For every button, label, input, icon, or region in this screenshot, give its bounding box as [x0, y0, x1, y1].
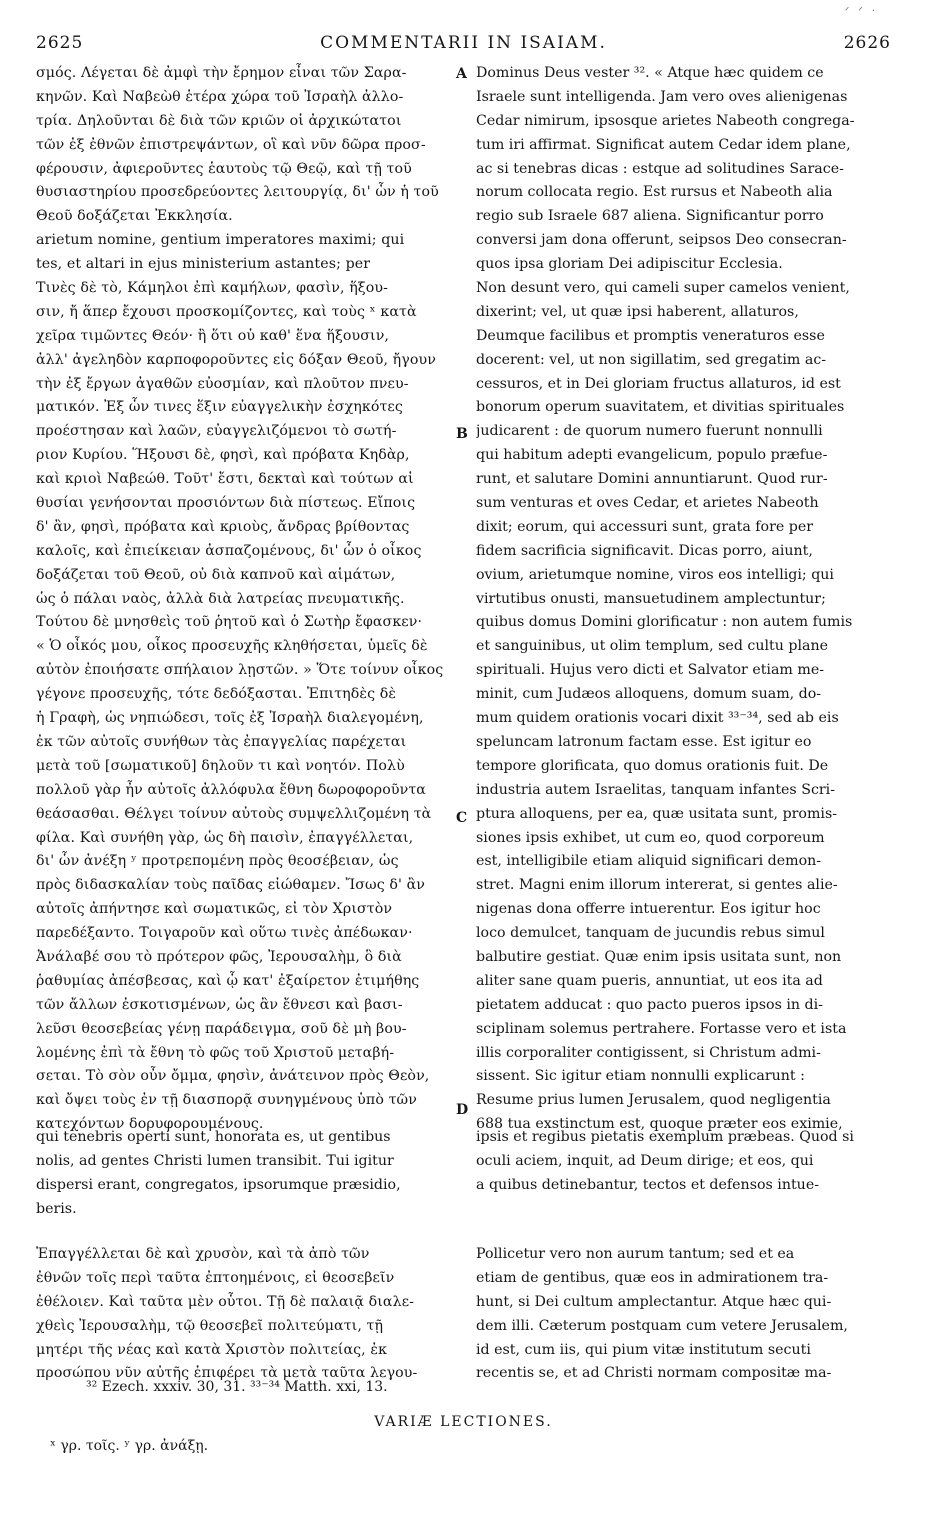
- text-line: αὐτοῖς ἀπήντησε καὶ σωματικῶς, εἰ τὸν Χριστὸν: [36, 901, 393, 918]
- text-line: nolis, ad gentes Christi lumen transibit. Tui igitur: [36, 1152, 394, 1169]
- text-line: stret. Magni enim illorum intererat, si gentes alie-: [476, 877, 838, 894]
- text-line: id est, cum iis, qui pium vitæ institutum secuti: [476, 1341, 811, 1358]
- text-line: quibus domus Domini glorificatur : non autem fumis: [476, 614, 853, 631]
- text-line: aliter sane quam pueris, annuntiat, ut eos ita ad: [476, 972, 823, 989]
- text-line: Pollicetur vero non aurum tantum; sed et ea: [476, 1246, 795, 1262]
- right-column-latin-mid: [476, 1126, 894, 1200]
- text-line: δοξάζεται τοῦ Θεοῦ, οὐ διὰ καπνοῦ καὶ αἱμάτων,: [36, 566, 396, 583]
- text-line: θεάσασθαι. Θέλγει τοίνυν αὐτοὺς συμψελλιζομένη τὰ: [36, 805, 432, 822]
- text-line: χθεὶς Ἰερουσαλὴμ, τῷ θεοσεβεῖ πολιτεύματι, τῇ: [36, 1317, 384, 1334]
- margin-letter-a: A: [456, 66, 467, 82]
- text-line: bonorum operum suavitatem, et divitias spirituales: [476, 399, 845, 416]
- text-line: minit, cum Judæos alloquens, domum suam, do-: [476, 686, 822, 703]
- text-line: ac si tenebras dicas : estque ad solitudines Sarace-: [476, 160, 844, 177]
- text-line: Resume prius lumen Jerusalem, quod negligentia: [476, 1092, 831, 1109]
- text-line: docerent: vel, ut non sigillatim, sed gregatim ac-: [476, 351, 827, 368]
- scan-specks: ᐟ ᐟ ·: [845, 6, 879, 17]
- text-line: fidem sacrificia significavit. Dicas porro, aiunt,: [476, 542, 813, 559]
- text-line: qui habitum adepti evangelicum, populo præfue-: [476, 447, 828, 464]
- text-line: δι' ὧν ἀνέξη ʸ προτρεπομένη πρὸς θεοσέβειαν, ὡς: [36, 853, 399, 870]
- text-line: regio sub Israele 687 aliena. Significantur porro: [476, 208, 824, 225]
- text-line: « Ὁ οἶκός μου, οἶκος προσευχῆς κληθήσεται, ὑμεῖς δὲ: [36, 638, 428, 655]
- text-line: et sanguinibus, ut olim templum, sed cultu plane: [476, 638, 828, 655]
- text-line: τῶν ἐξ ἐθνῶν ἐπιστρεψάντων, οἳ καὶ νῦν δῶρα προσ-: [36, 136, 426, 153]
- text-line: siones ipsis exhibet, ut cum eo, quod corporeum: [476, 829, 825, 846]
- text-line: dixit; eorum, qui accessuri sunt, grata fore per: [476, 518, 814, 535]
- text-line: mum quidem orationis vocari dixit ³³⁻³⁴, sed ab eis: [476, 710, 839, 727]
- left-column-greek-top: [36, 62, 464, 1138]
- text-line: ἡ Γραφὴ, ὡς νηπιώδεσι, τοῖς ἐξ Ἰσραὴλ διαλεγομένη,: [36, 710, 424, 727]
- text-line: industria autem Israelitas, tanquam infantes Scri-: [476, 781, 836, 798]
- text-line: speluncam latronum factam esse. Est igitur eo: [476, 733, 812, 750]
- text-line: nigenas dona offerre intuerentur. Eos igitur hoc: [476, 901, 821, 918]
- text-line: cessuros, et in Dei gloriam fructus allaturos, id est: [476, 375, 841, 392]
- variae-lectiones-text: ˣ γρ. τοῖς. ʸ γρ. ἀνάξῃ.: [50, 1438, 209, 1454]
- text-line: μετὰ τοῦ [σωματικοῦ] δηλοῦν τι καὶ νοητόν. Πολὺ: [36, 757, 405, 774]
- footnote-references: ³² Ezech. xxxiv. 30, 31. ³³⁻³⁴ Matth. xxi, 13.: [86, 1379, 388, 1395]
- text-line: σμός. Λέγεται δὲ ἀμφὶ τὴν ἔρημον εἶναι τῶν Σαρα-: [36, 65, 407, 81]
- text-line: norum collocata regio. Est rursus et Nabeoth alia: [476, 184, 833, 201]
- text-line: ipsis et regibus pietatis exemplum præbeas. Quod si: [476, 1129, 854, 1145]
- text-line: tum iri affirmat. Significat autem Cedar idem plane,: [476, 136, 851, 153]
- variae-lectiones-title: VARIÆ LECTIONES.: [374, 1414, 553, 1430]
- text-line: Deumque facilibus et promptis veneraturos esse: [476, 327, 825, 344]
- text-line: τρία. Δηλοῦνται δὲ διὰ τῶν κριῶν οἱ ἀρχικώτατοι: [36, 112, 402, 129]
- text-line: καὶ κριοὶ Ναβεώθ. Τοῦτ' ἔστι, δεκταὶ καὶ τούτων αἱ: [36, 471, 414, 488]
- text-line: etiam de gentibus, quæ eos in admirationem tra-: [476, 1269, 829, 1286]
- text-line: θυσίαι γενήσονται προσιόντων διὰ πίστεως. Εἴποις: [36, 495, 416, 512]
- text-line: oculi aciem, inquit, ad Deum dirige; et eos, qui: [476, 1152, 814, 1169]
- text-line: sissent. Sic igitur etiam nonnulli explicarunt :: [476, 1068, 805, 1085]
- text-line: προσώπου νῦν αὐτῆς ἐπιφέρει τὰ μετὰ ταῦτα λεγου-: [36, 1365, 418, 1382]
- running-title: COMMENTARII IN ISAIAM.: [320, 33, 607, 53]
- text-line: χεῖρα τιμῶντες Θεόν· ἢ ὅτι οὐ καθ' ἕνα ἥξουσιν,: [36, 327, 390, 344]
- text-line: μητέρι τῆς νέας καὶ κατὰ Χριστὸν πολιτείας, ἐκ: [36, 1341, 388, 1358]
- margin-letter-c: C: [456, 810, 468, 826]
- text-line: ptura alloquens, per ea, quæ usitata sunt, promis-: [476, 805, 838, 822]
- text-line: tes, et altari in ejus ministerium astantes; per: [36, 256, 371, 273]
- left-column-greek-bottom: [36, 1243, 464, 1391]
- running-header: [36, 33, 891, 57]
- text-line: tempore glorificata, quo domus orationis fuit. De: [476, 757, 829, 774]
- text-line: Ἀνάλαβέ σου τὸ πρότερον φῶς, Ἰερουσαλὴμ, ὃ διὰ: [36, 948, 402, 965]
- text-line: Ἐπαγγέλλεται δὲ καὶ χρυσὸν, καὶ τὰ ἀπὸ τῶν: [36, 1246, 370, 1262]
- text-line: παρεδέξαντο. Τοιγαροῦν καὶ οὕτω τινὲς ἀπέδωκαν·: [36, 925, 413, 942]
- margin-letter-d: D: [456, 1102, 469, 1118]
- text-line: judicarent : de quorum numero fuerunt nonnulli: [476, 423, 823, 440]
- text-line: Cedar nimirum, ipsosque arietes Nabeoth congrega-: [476, 112, 855, 129]
- text-line: θυσιαστηρίου προσεδρεύοντες λειτουργίᾳ, δι' ὧν ἡ τοῦ: [36, 184, 439, 201]
- text-line: ριον Κυρίου. Ἥξουσι δὲ, φησὶ, καὶ πρόβατα Κηδὰρ,: [36, 447, 410, 464]
- text-line: qui tenebris operti sunt, honorata es, ut gentibus: [36, 1129, 391, 1145]
- text-line: Israele sunt intelligenda. Jam vero oves alienigenas: [476, 88, 848, 105]
- text-line: προέστησαν καὶ λαῶν, εὐαγγελιζόμενοι τὸ σωτή-: [36, 423, 397, 440]
- page-number-left: 2625: [36, 33, 84, 53]
- text-line: hunt, si Dei cultum amplectantur. Atque hæc qui-: [476, 1293, 832, 1310]
- text-line: φίλα. Καὶ συνήθη γὰρ, ὡς δὴ παισὶν, ἐπαγγέλλεται,: [36, 829, 414, 846]
- text-line: καλοῖς, καὶ ἐπιείκειαν ἀσπαζομένους, δι' ὧν ὁ οἶκος: [36, 542, 422, 559]
- text-line: dixerint; vel, ut quæ ipsi haberent, allaturos,: [476, 303, 799, 320]
- text-line: a quibus detinebantur, tectos et defensos intue-: [476, 1176, 820, 1193]
- text-line: spirituali. Hujus vero dicti et Salvator etiam me-: [476, 662, 825, 679]
- text-line: ἐκ τῶν αὐτοῖς συνήθων τὰς ἐπαγγελίας παρέχεται: [36, 733, 407, 750]
- text-line: Τούτου δὲ μνησθεὶς τοῦ ῥητοῦ καὶ ὁ Σωτὴρ ἔφασκεν·: [36, 614, 423, 631]
- text-line: ἀλλ' ἀγεληδὸν καρποφοροῦντες εἰς δόξαν Θεοῦ, ἤγουν: [36, 351, 436, 368]
- text-line: πρὸς διδασκαλίαν τοὺς παῖδας εἰώθαμεν. Ἴσως δ' ἂν: [36, 877, 426, 894]
- text-line: Θεοῦ δοξάζεται Ἐκκλησία.: [36, 208, 233, 225]
- text-line: λεῦσι θεοσεβείας γένῃ παράδειγμα, σοῦ δὲ μὴ βου-: [36, 1020, 407, 1037]
- text-line: est, intelligibile etiam aliquid significari demon-: [476, 853, 822, 870]
- text-line: beris.: [36, 1200, 77, 1217]
- text-line: sciplinam solemus pertrahere. Fortasse vero et ista: [476, 1020, 847, 1037]
- text-line: sum venturas et oves Cedar, et arietes Nabeoth: [476, 495, 819, 512]
- text-line: Dominus Deus vester ³². « Atque hæc quidem ce: [476, 65, 824, 81]
- text-line: ὡς ὁ πάλαι ναὸς, ἀλλὰ διὰ λατρείας πνευματικῆς.: [36, 590, 405, 607]
- text-line: arietum nomine, gentium imperatores maximi; qui: [36, 232, 405, 249]
- text-line: σιν, ἤ ἅπερ ἔχουσι προσκομίζοντες, καὶ τοὺς ˣ κατὰ: [36, 303, 417, 320]
- margin-letter-b: B: [456, 426, 468, 442]
- text-line: 688 tua exstinctum est, quoque præter eos eximie,: [476, 1116, 843, 1133]
- text-line: δ' ἂν, φησὶ, πρόβατα καὶ κριοὺς, ἄνδρας βρίθοντας: [36, 518, 410, 535]
- text-line: καὶ ὄψει τοὺς ἐν τῇ διασπορᾷ συνηγμένους ὑπὸ τῶν: [36, 1092, 417, 1109]
- text-line: σεται. Τὸ σὸν οὖν ὄμμα, φησὶν, ἀνάτεινον πρὸς Θεὸν,: [36, 1068, 430, 1085]
- text-line: ῥαθυμίας ἀπέσβεσας, καὶ ᾧ κατ' ἐξαίρετον ἐτιμήθης: [36, 972, 420, 989]
- text-line: ἐθέλοιεν. Καὶ ταῦτα μὲν οὗτοι. Τῇ δὲ παλαιᾷ διαλε-: [36, 1293, 415, 1310]
- text-line: ovium, arietumque nomine, viros eos intelligi; qui: [476, 566, 834, 583]
- text-line: dem illi. Cæterum postquam cum vetere Jerusalem,: [476, 1317, 848, 1334]
- text-line: γέγονε προσευχῆς, τότε δεδόξασται. Ἐπιτηδὲς δὲ: [36, 686, 397, 703]
- text-line: balbutire gestiat. Quæ enim ipsis usitata sunt, non: [476, 948, 842, 965]
- text-line: recentis se, et ad Christi normam compositæ ma-: [476, 1365, 832, 1382]
- text-line: Τινὲς δὲ τὸ, Κάμηλοι ἐπὶ καμήλων, φασὶν, ἥξου-: [36, 280, 388, 297]
- right-column-latin-bottom: [476, 1243, 894, 1391]
- text-line: αὐτὸν ἐποιήσατε σπήλαιον λῃστῶν. » Ὅτε τοίνυν οἶκος: [36, 662, 444, 679]
- text-line: pietatem adducat : quo pacto pueros ipsos in di-: [476, 996, 823, 1013]
- text-line: quos ipsa gloriam Dei adipiscitur Ecclesia.: [476, 256, 783, 273]
- text-line: dispersi erant, congregatos, ipsorumque præsidio,: [36, 1176, 401, 1193]
- text-line: τῶν ἄλλων ἐσκοτισμένων, ὡς ἂν ἔθνεσι καὶ βασι-: [36, 996, 403, 1013]
- text-line: Non desunt vero, qui cameli super camelos venient,: [476, 280, 850, 297]
- text-line: τὴν ἐξ ἔργων ἀγαθῶν εὐοσμίαν, καὶ πλοῦτον πνευ-: [36, 375, 409, 392]
- text-line: ἐθνῶν τοῖς περὶ ταῦτα ἐπτοημένοις, εἰ θεοσεβεῖν: [36, 1269, 395, 1286]
- page-number-right: 2626: [843, 33, 891, 53]
- text-line: κηνῶν. Καὶ Ναβεὼθ ἑτέρα χώρα τοῦ Ἰσραὴλ ἀλλο-: [36, 88, 404, 105]
- text-line: illis corporaliter contigissent, si Christum admi-: [476, 1044, 821, 1061]
- text-line: conversi jam dona offerunt, seipsos Deo consecran-: [476, 232, 847, 249]
- text-line: λομένης ἐπὶ τὰ ἔθνη τὸ φῶς τοῦ Χριστοῦ μεταβή-: [36, 1044, 395, 1061]
- text-line: loco demulcet, tanquam de jucundis rebus simul: [476, 925, 825, 942]
- text-line: ματικόν. Ἐξ ὧν τινες ἕξιν εὐαγγελικὴν ἐσχηκότες: [36, 399, 403, 416]
- right-column-latin-top: [476, 62, 894, 1138]
- text-line: φέρουσιν, ἀφιεροῦντες ἑαυτοὺς τῷ Θεῷ, καὶ τῇ τοῦ: [36, 160, 412, 177]
- text-line: κατεχόντων δορυφορουμένους.: [36, 1116, 264, 1133]
- text-line: runt, et salutare Domini annuntiarunt. Quod rur-: [476, 471, 828, 488]
- left-column-latin-mid: [36, 1126, 464, 1224]
- text-line: πολλοῦ γὰρ ἦν αὐτοῖς ἀλλόφυλα ἔθνη δωροφοροῦντα: [36, 781, 426, 798]
- text-line: virtutibus onusti, mansuetudinem amplectuntur;: [476, 590, 826, 607]
